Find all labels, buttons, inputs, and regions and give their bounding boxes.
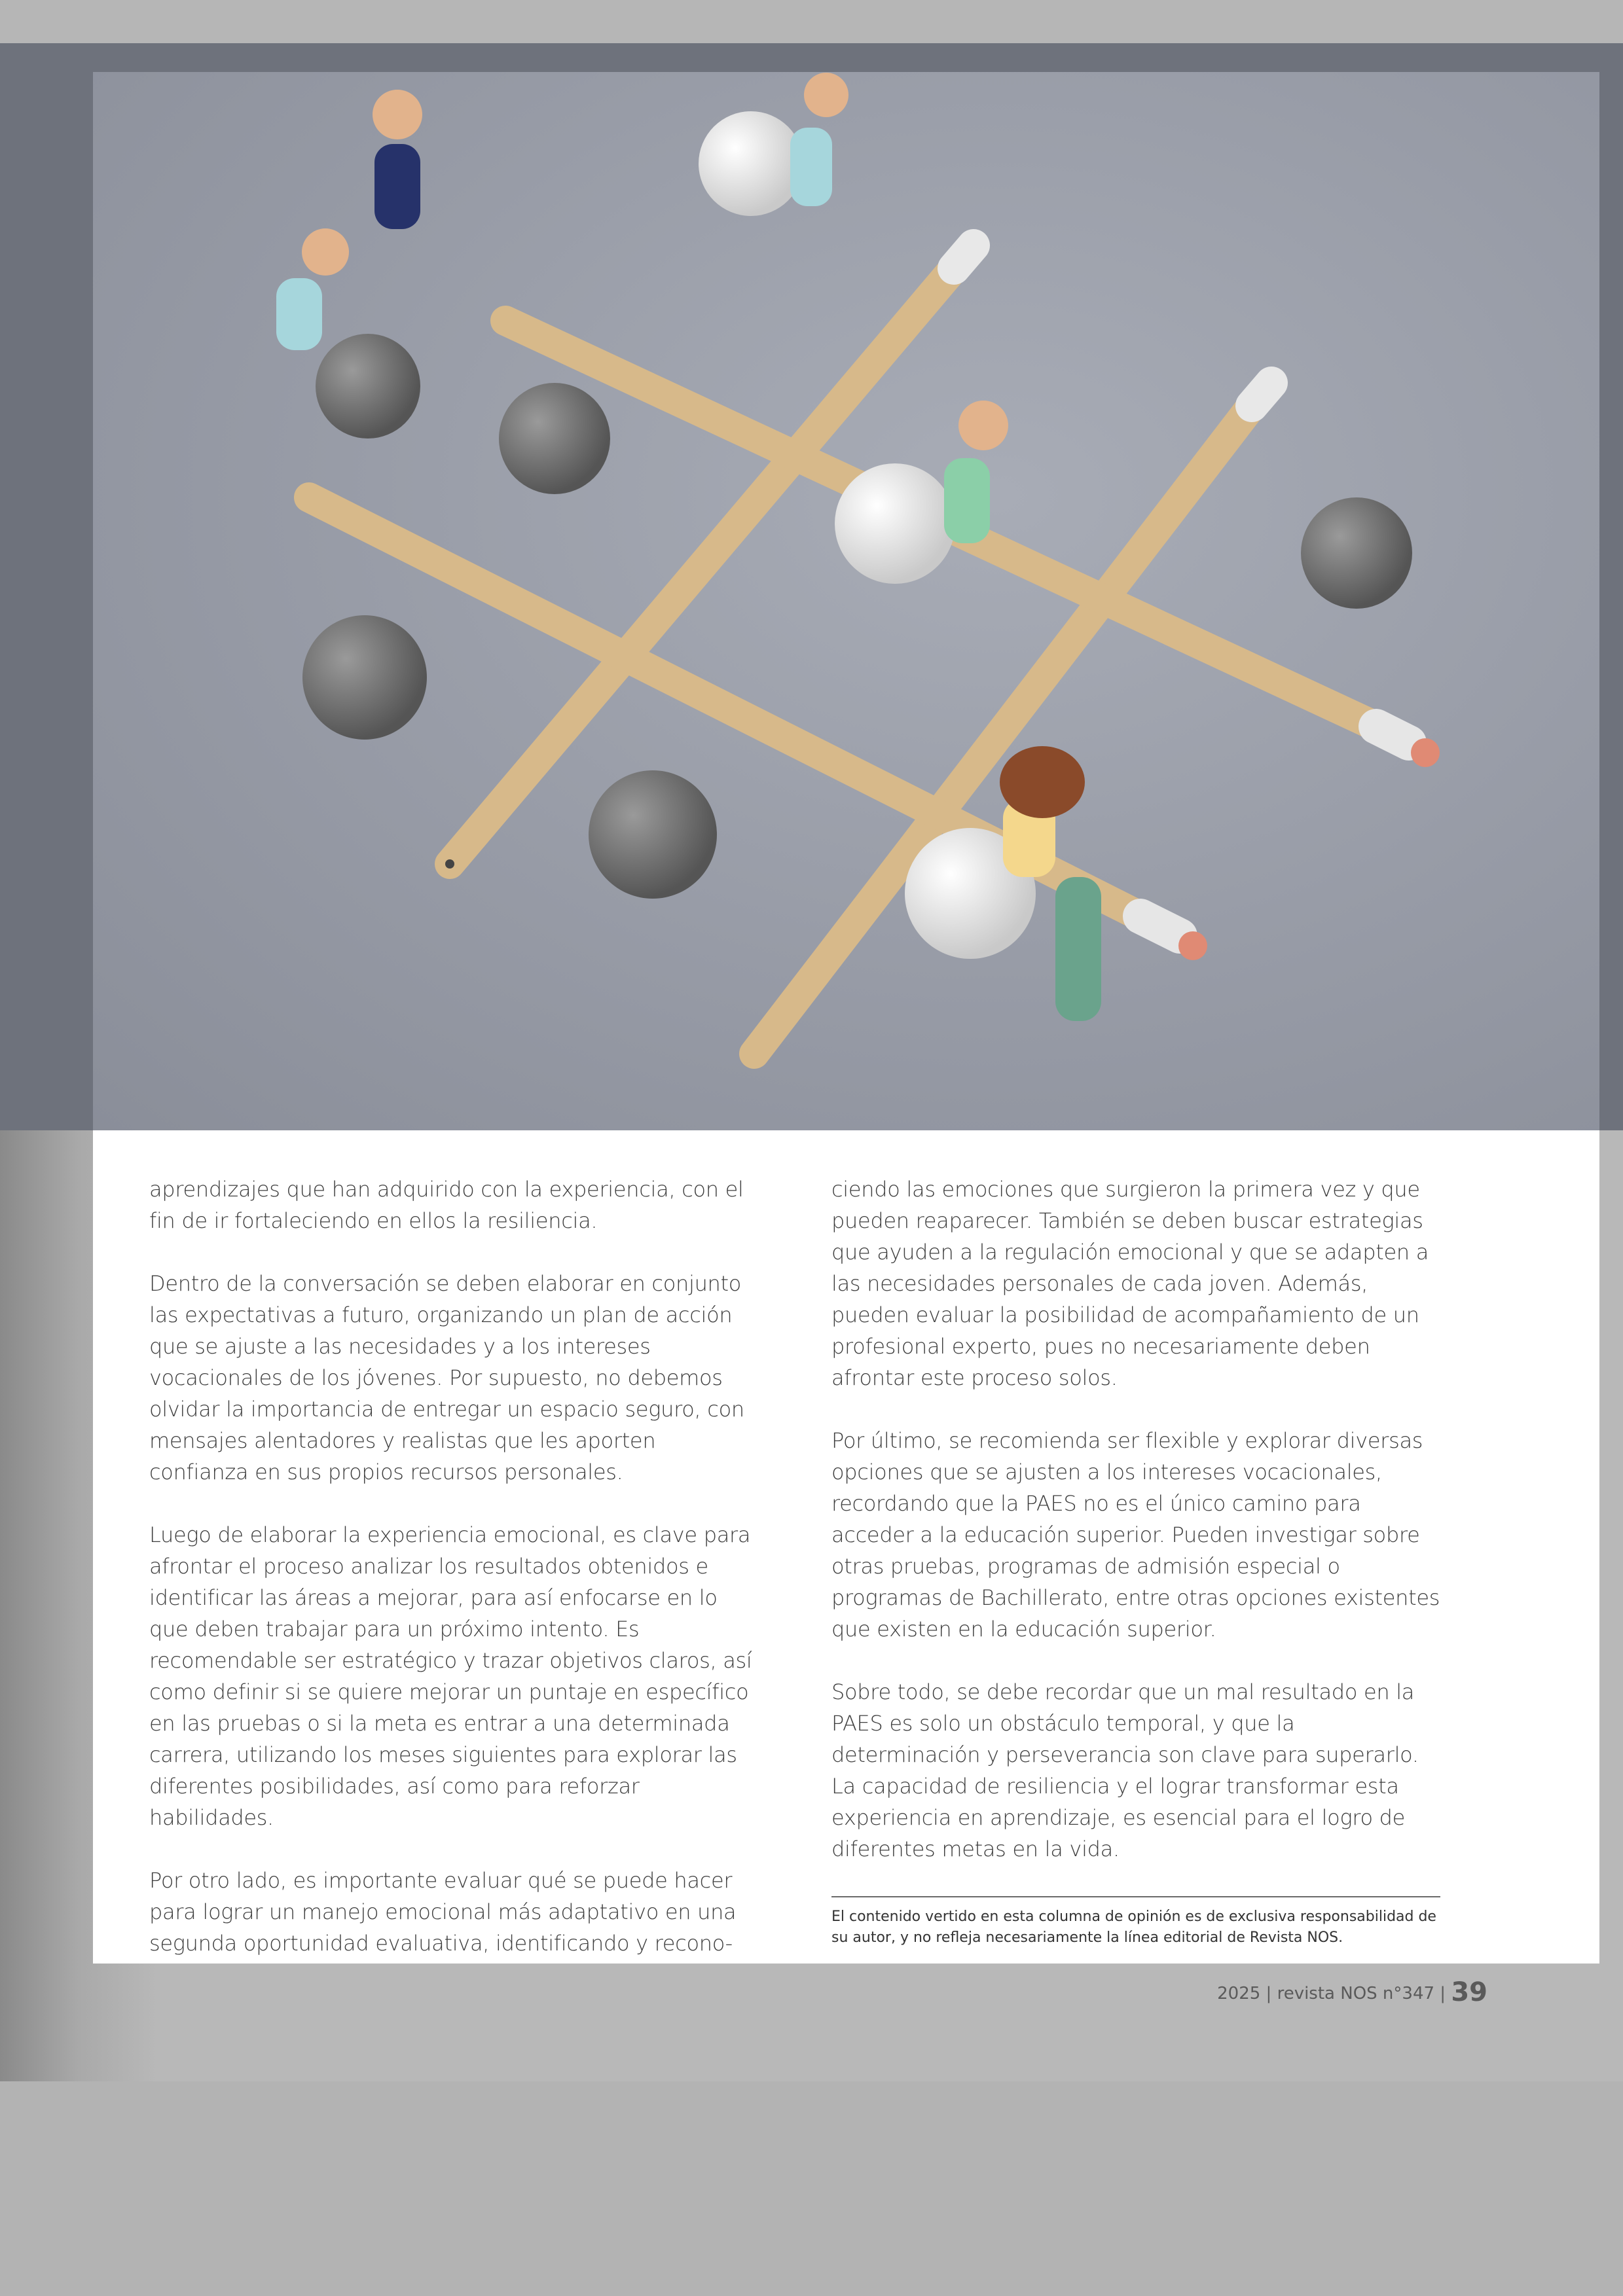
page-footer [1178,1977,1487,2009]
hero-illustration [93,72,1599,1130]
paragraph: Por último, se recomienda ser flexible y explorar diversas opciones que se ajusten a los intereses vocacionales, recordando que la PAES no es el único camino para acceder a la educación superior. Pueden investigar sobre otras pruebas, programas de admisión especial o programas de Bachillerato, entre otras opciones existentes que existen en la educación superior. [831,1428,1440,1641]
opinion-disclaimer: El contenido vertido en esta columna de opinión es de exclusiva responsabilidad de su autor, y no refleja necesariamente la línea editorial de Revista NOS. [831,1896,1440,1948]
page-number: 39 [1451,1977,1487,2007]
paragraph: aprendizajes que han adquirido con la experiencia, con el fin de ir fortaleciendo en ellos la resiliencia. [149,1177,744,1233]
magazine-page [93,72,1599,1964]
paragraph: Luego de elaborar la experiencia emocional, es clave para afrontar el proceso analizar los resultados obtenidos e identificar las áreas a mejorar, para así enfocarse en lo que deben trabajar para un próximo intento. Es recomendable ser estratégico y trazar objetivos claros, así como definir si se quiere mejorar un puntaje en específico en las pruebas o si la meta es entrar a una determinada carrera, utilizando los meses siguientes para explorar las diferentes posibilidades, así como para reforzar habilidades. [149,1522,752,1830]
pencils-tic-tac-toe-illustration [93,72,1599,1130]
bottom-margin [0,2081,1623,2296]
paragraph: ciendo las emociones que surgieron la primera vez y que pueden reaparecer. También se deben buscar estrategias que ayuden a la regulación emocional y que se adapten a las necesidades personales de cada joven. Además, pueden evaluar la posibilidad de acompañamiento de un profesional experto, pues no necesariamente deben afrontar este proceso solos. [831,1177,1429,1390]
issue-label: 2025 | revista NOS n°347 | [1217,1984,1446,2003]
paragraph: Sobre todo, se debe recordar que un mal resultado en la PAES es solo un obstáculo temporal, y que la determinación y perseverancia son clave para superarlo. La capacidad de resiliencia y el lograr transformar esta experiencia en aprendizaje, es esencial para el logro de diferentes metas en la vida. [831,1679,1419,1861]
article-column-right [831,1174,1440,1948]
pencil-3 [505,321,1440,767]
top-margin [0,0,1623,43]
paragraph: Por otro lado, es importante evaluar qué se puede hacer para lograr un manejo emocional más adaptativo en una segunda oportunidad evaluativa, identificando y recono- [149,1868,737,1956]
article-column-left [149,1174,758,1964]
paragraph: Dentro de la conversación se deben elaborar en conjunto las expectativas a futuro, organizando un plan de acción que se ajuste a las necesidades y a los intereses vocacionales de los jóvenes. Por supuesto, no debemos olvidar la importancia de entregar un espacio seguro, con mensajes alentadores y realistas que les aporten confianza en sus propios recursos personales. [149,1271,744,1484]
